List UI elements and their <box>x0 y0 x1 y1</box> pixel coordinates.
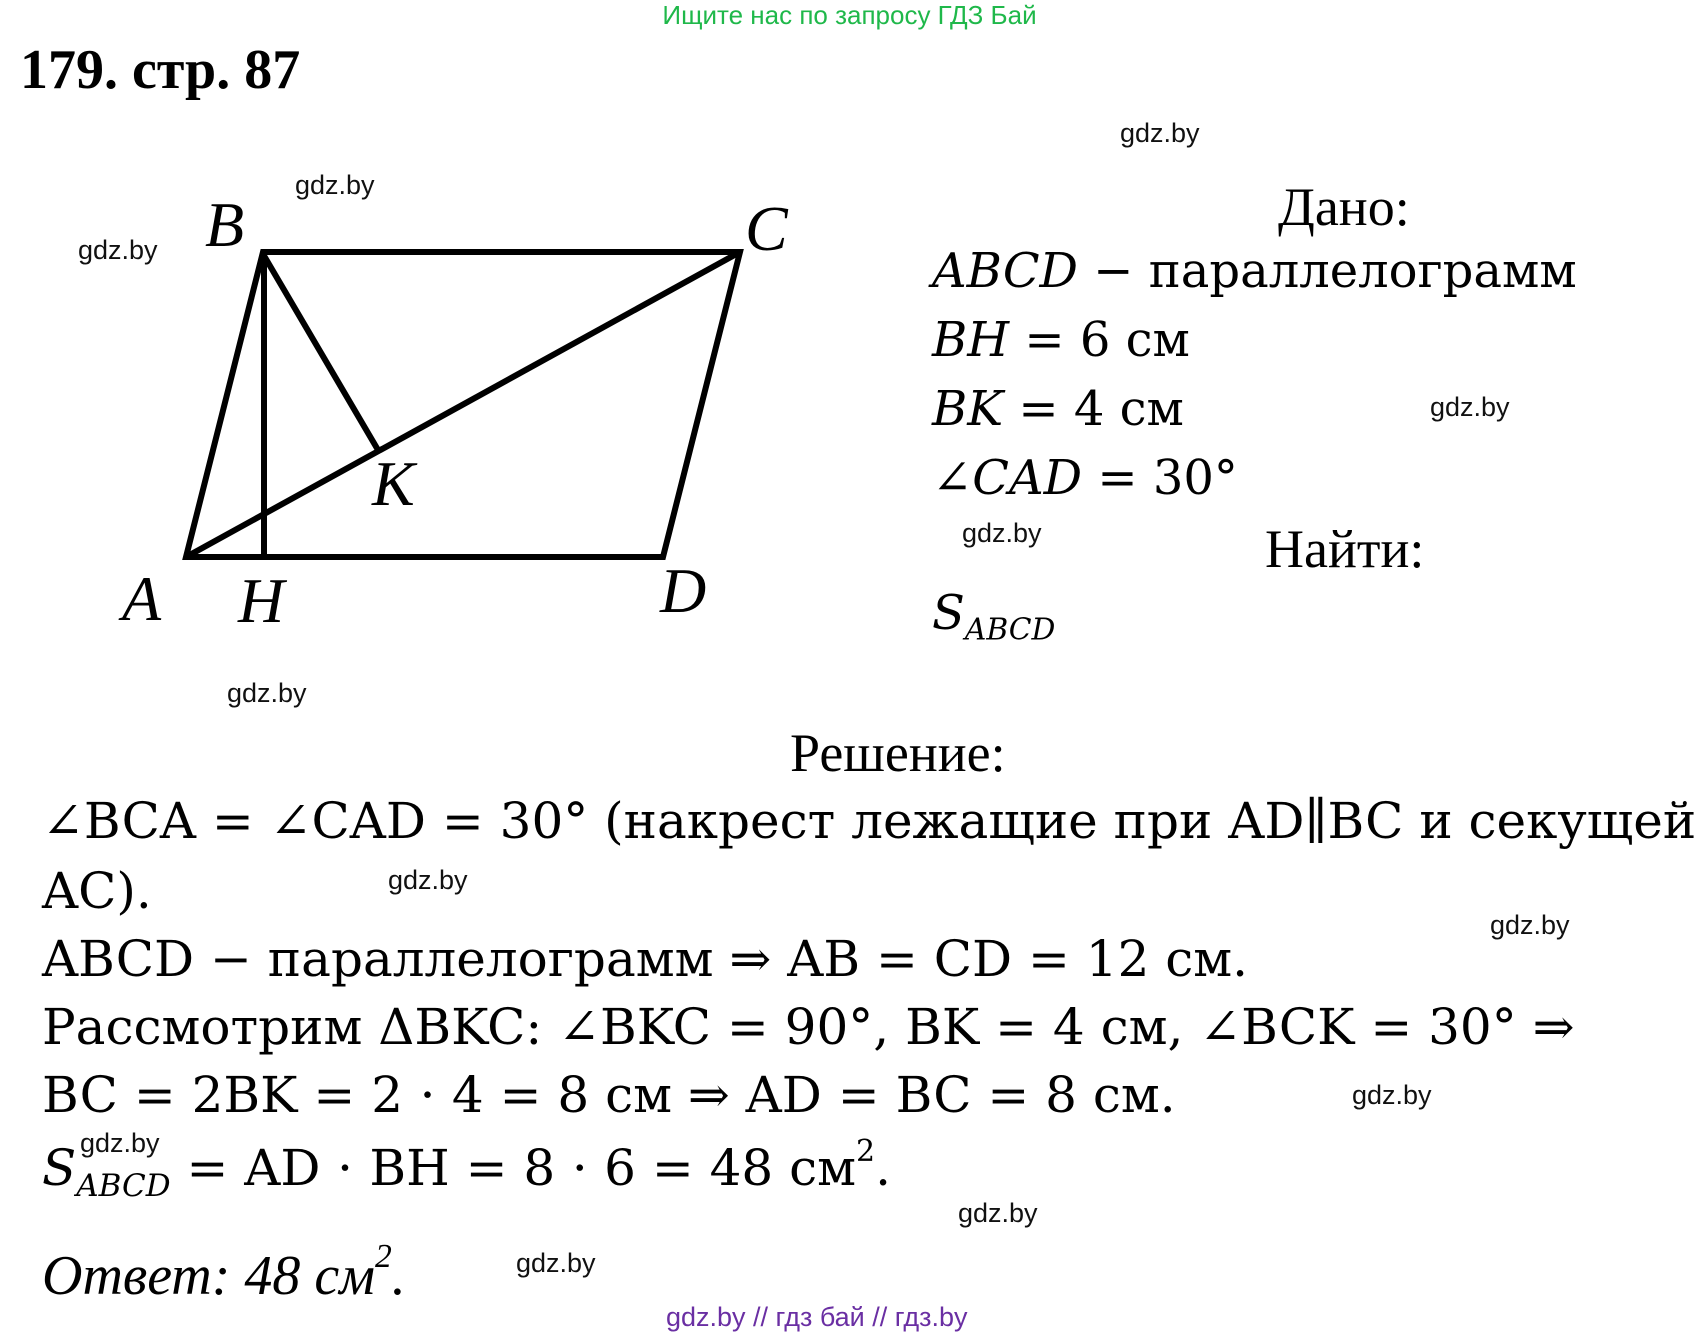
area-subscript: ABCD <box>76 1167 171 1204</box>
watermark: gdz.by <box>295 170 375 200</box>
given-line-rest: − параллелограмм <box>1078 243 1577 299</box>
given-line-rest: = 30° <box>1082 450 1238 506</box>
watermark: gdz.by <box>1490 910 1570 940</box>
given-line-rest: = 4 см <box>1003 381 1184 437</box>
given-line-rest: = 6 см <box>1009 312 1190 368</box>
solution-title: Решение: <box>790 723 1006 783</box>
answer <box>42 1238 406 1308</box>
watermark: gdz.by <box>227 678 307 708</box>
watermark: gdz.by <box>1430 392 1510 422</box>
watermark: gdz.by <box>516 1248 596 1278</box>
parallelogram-figure <box>0 0 900 700</box>
vertex-label-a: A <box>122 563 162 634</box>
area-symbol: S <box>42 1139 77 1197</box>
area-formula: = AD ⋅ BH = 8 ⋅ 6 = 48 см <box>170 1139 857 1197</box>
given-line-lhs: ∠CAD <box>932 450 1083 506</box>
given-line <box>932 312 1190 368</box>
solution-line-3: ABCD − параллелограмм ⇒ AB = CD = 12 см. <box>42 930 1249 988</box>
watermark: gdz.by <box>78 235 158 265</box>
given-title: Дано: <box>1278 177 1410 237</box>
watermark: gdz.by <box>388 865 468 895</box>
segment-bk <box>263 254 378 450</box>
solution-line-4: Рассмотрим ΔBKC: ∠BKC = 90°, BK = 4 см, ∠BCK = 30° ⇒ <box>42 998 1575 1056</box>
solution-line-1: ∠BCA = ∠CAD = 30° (накрест лежащие при AD∥BC и секущей <box>42 792 1697 850</box>
answer-end: . <box>391 1244 406 1307</box>
watermark: gdz.by <box>958 1198 1038 1228</box>
vertex-label-c: C <box>745 193 788 264</box>
vertex-label-k: K <box>372 448 415 519</box>
watermark: gdz.by <box>1120 118 1200 148</box>
area-symbol: S <box>932 585 965 641</box>
footer-links[interactable]: gdz.by // гдз бай // гдз.by <box>666 1302 968 1332</box>
area-subscript: ABCD <box>964 612 1056 648</box>
given-line-lhs: BK <box>932 381 1004 437</box>
given-line <box>932 381 1184 437</box>
watermark: gdz.by <box>80 1128 160 1158</box>
line-end: . <box>875 1139 892 1197</box>
top-banner[interactable]: Ищите нас по запросу ГДЗ Бай <box>662 0 1037 30</box>
find-value <box>932 585 1055 647</box>
vertex-label-h: H <box>238 565 285 636</box>
find-title: Найти: <box>1265 519 1425 579</box>
given-line <box>932 243 1577 299</box>
area-unit-exponent: 2 <box>856 1134 876 1169</box>
answer-text: Ответ: 48 см <box>42 1244 375 1307</box>
watermark: gdz.by <box>962 518 1042 548</box>
vertex-label-b: B <box>205 189 245 260</box>
solution-line-5: BC = 2BK = 2 ⋅ 4 = 8 см ⇒ AD = BC = 8 см. <box>42 1066 1176 1124</box>
solution-line-2: AC). <box>42 862 152 920</box>
given-line-lhs: ABCD <box>932 243 1079 299</box>
watermark: gdz.by <box>1352 1080 1432 1110</box>
answer-exponent: 2 <box>375 1238 392 1275</box>
diagonal-ac <box>186 252 740 557</box>
given-line <box>932 450 1238 506</box>
vertex-label-d: D <box>660 555 707 626</box>
exercise-heading: 179. стр. 87 <box>20 39 301 101</box>
solution-line-6 <box>42 1134 891 1204</box>
given-line-lhs: BH <box>932 312 1010 368</box>
